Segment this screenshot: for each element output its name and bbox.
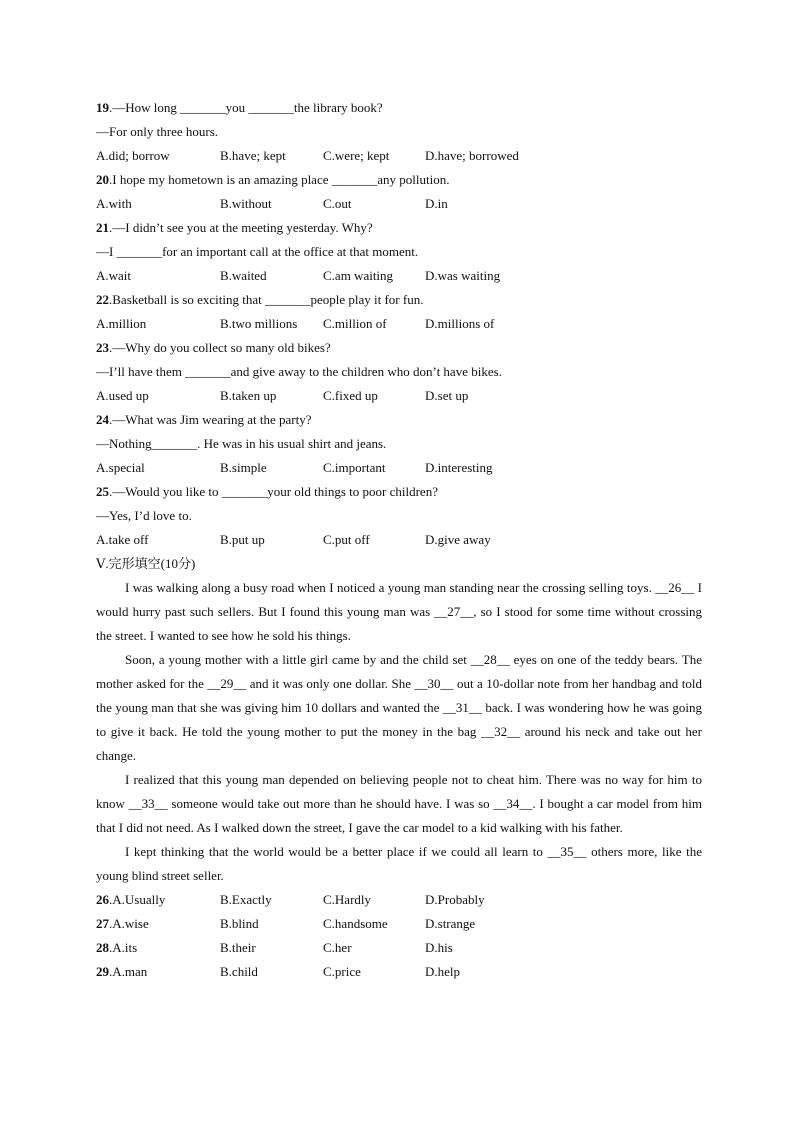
- worksheet-page: [96, 96, 702, 984]
- option-a: 27.A.wise: [96, 916, 149, 931]
- option-b: B.Exactly: [220, 892, 272, 907]
- option-c: C.Hardly: [323, 892, 372, 907]
- question-number: 26: [96, 892, 109, 907]
- question-19-stem: [96, 96, 702, 120]
- question-22-stem: [96, 288, 702, 312]
- question-19-options: [96, 144, 702, 168]
- option-d: D.give away: [425, 532, 491, 547]
- question-19-reply: —For only three hours.: [96, 124, 219, 139]
- question-25-options: [96, 528, 702, 552]
- question-number: 25: [96, 484, 109, 499]
- option-b: B.waited: [220, 268, 267, 283]
- option-b: B.without: [220, 196, 272, 211]
- question-21-options: [96, 264, 702, 288]
- option-b: B.have; kept: [220, 148, 286, 163]
- option-b: B.their: [220, 940, 256, 955]
- option-d: D.was waiting: [425, 268, 501, 283]
- option-c: C.put off: [323, 532, 370, 547]
- option-b: B.two millions: [220, 316, 298, 331]
- option-a: 28.A.its: [96, 940, 138, 955]
- option-b: B.blind: [220, 916, 259, 931]
- question-text: .—I didn’t see you at the meeting yesterday. Why?: [109, 220, 373, 235]
- question-24-stem: [96, 408, 702, 432]
- option-d: D.Probably: [425, 892, 485, 907]
- passage-paragraph: I realized that this young man depended on believing people not to cheat him. There was no way for him to know __33__ someone would take out more than he should have. I was so __34__. I bought a car model from him that I did not need. As I walked down the street, I gave the car model to a kid walking with his father.: [96, 772, 702, 835]
- question-25-reply: —Yes, I’d love to.: [96, 508, 192, 523]
- cloze-29-options: [96, 960, 702, 984]
- question-number: 20: [96, 172, 109, 187]
- cloze-27-options: [96, 912, 702, 936]
- option-d: D.help: [425, 964, 461, 979]
- question-23-reply: —I’ll have them _______and give away to the children who don’t have bikes.: [96, 364, 502, 379]
- question-text: .Basketball is so exciting that _______people play it for fun.: [109, 292, 424, 307]
- option-c: C.handsome: [323, 916, 388, 931]
- question-text: .—What was Jim wearing at the party?: [109, 412, 312, 427]
- section-title: Ⅴ.完形填空(10分): [96, 556, 196, 571]
- question-21-stem: [96, 216, 702, 240]
- passage-paragraph: I was walking along a busy road when I noticed a young man standing near the crossing selling toys. __26__ I would hurry past such sellers. But I found this young man was __27__, so I stood for some time without crossing the street. I wanted to see how he sold his things.: [96, 580, 702, 643]
- option-a: A.did; borrow: [96, 148, 170, 163]
- option-c: C.fixed up: [323, 388, 378, 403]
- question-text: .—Would you like to _______your old things to poor children?: [109, 484, 438, 499]
- question-number: 19: [96, 100, 109, 115]
- question-24-reply: —Nothing_______. He was in his usual shirt and jeans.: [96, 436, 387, 451]
- question-number: 23: [96, 340, 109, 355]
- question-21-reply: —I _______for an important call at the office at that moment.: [96, 244, 419, 259]
- question-number: 28: [96, 940, 109, 955]
- passage-paragraph: Soon, a young mother with a little girl came by and the child set __28__ eyes on one of the teddy bears. The mother asked for the __29__ and it was only one dollar. She __30__ out a 10-dollar note from her handbag and told the young man that she was giving him 10 dollars and wanted the __31__ back. I was wondering how he was going to give it back. He told the young mother to put the money in the bag __32__ around his neck and take out her change.: [96, 652, 702, 763]
- question-number: 29: [96, 964, 109, 979]
- cloze-passage: [96, 576, 702, 888]
- option-b: B.child: [220, 964, 258, 979]
- option-d: D.his: [425, 940, 453, 955]
- question-25-stem: [96, 480, 702, 504]
- option-d: D.interesting: [425, 460, 493, 475]
- option-c: C.important: [323, 460, 386, 475]
- passage-paragraph: I kept thinking that the world would be a better place if we could all learn to __35__ others more, like the young blind street seller.: [96, 844, 702, 883]
- cloze-28-options: [96, 936, 702, 960]
- question-23-stem: [96, 336, 702, 360]
- option-b: B.put up: [220, 532, 265, 547]
- option-a: A.take off: [96, 532, 149, 547]
- option-c: C.price: [323, 964, 361, 979]
- option-d: D.set up: [425, 388, 469, 403]
- question-24-options: [96, 456, 702, 480]
- question-20-stem: [96, 168, 702, 192]
- question-number: 24: [96, 412, 109, 427]
- option-c: C.were; kept: [323, 148, 390, 163]
- question-number: 27: [96, 916, 109, 931]
- option-d: D.strange: [425, 916, 476, 931]
- option-b: B.simple: [220, 460, 267, 475]
- option-a: A.million: [96, 316, 147, 331]
- question-number: 21: [96, 220, 109, 235]
- option-d: D.millions of: [425, 316, 495, 331]
- option-d: D.in: [425, 196, 448, 211]
- option-d: D.have; borrowed: [425, 148, 519, 163]
- option-a: 29.A.man: [96, 964, 148, 979]
- question-text: .I hope my hometown is an amazing place _______any pollution.: [109, 172, 450, 187]
- question-text: .—Why do you collect so many old bikes?: [109, 340, 331, 355]
- question-20-options: [96, 192, 702, 216]
- option-a: A.used up: [96, 388, 149, 403]
- option-a: A.with: [96, 196, 132, 211]
- question-22-options: [96, 312, 702, 336]
- option-a: A.special: [96, 460, 145, 475]
- question-23-options: [96, 384, 702, 408]
- option-c: C.out: [323, 196, 352, 211]
- option-c: C.her: [323, 940, 352, 955]
- option-b: B.taken up: [220, 388, 277, 403]
- question-number: 22: [96, 292, 109, 307]
- option-c: C.am waiting: [323, 268, 394, 283]
- option-a: A.wait: [96, 268, 132, 283]
- cloze-26-options: [96, 888, 702, 912]
- option-a: 26.A.Usually: [96, 892, 166, 907]
- option-c: C.million of: [323, 316, 387, 331]
- question-text: .—How long _______you _______the library book?: [109, 100, 383, 115]
